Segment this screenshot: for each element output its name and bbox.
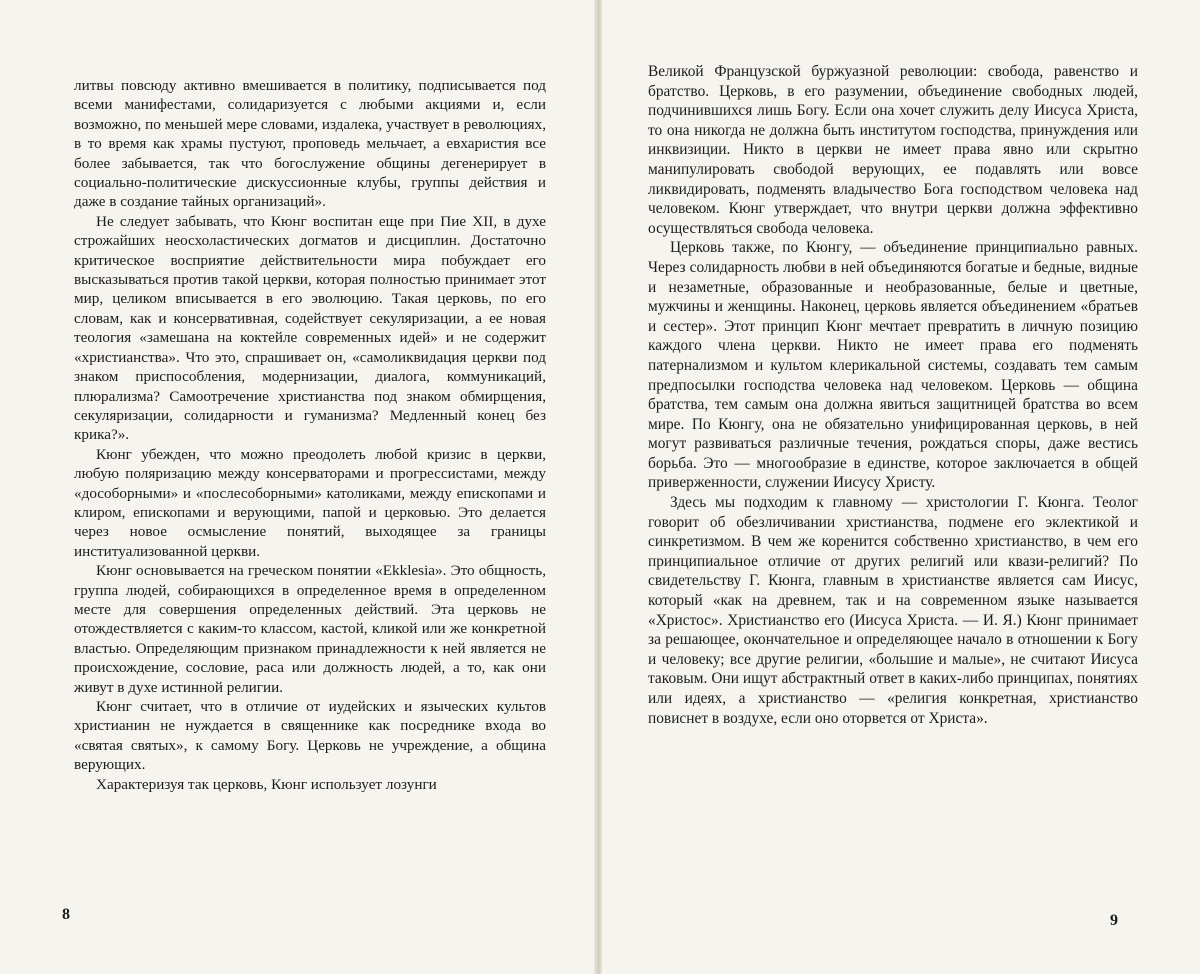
- page-number: 8: [62, 906, 70, 923]
- paragraph: Кюнг убежден, что можно преодолеть любой кризис в церкви, любую поляризацию между консерваторами и прогрессистами, между «дособорными» и «послесоборными» католиками, между епископами и клиром, епископами и верующими, папой и церковью. Это делается через новое осмысление понятий, выходящее за границы институализованной церкви.: [74, 445, 546, 560]
- page-number: 9: [1110, 912, 1118, 929]
- paragraph: Здесь мы подходим к главному — христологии Г. Кюнга. Теолог говорит об обезличивании христианства, подмене его эклектикой и синкретизмом. В чем же коренится собственно христианство, в чем его принципиальное отличие от других религий или квази-религий? По свидетельству Г. Кюнга, главным в христианстве является сам Иисус, который «как на древнем, так и на современном языке называется «Христос». Христианство его (Иисуса Христа. — И. Я.) Кюнг принимает за решающее, окончательное и определяющее начало в отношении к Богу и человеку; все другие религии, «большие и малые», не считают Иисуса таковым. Они ищут абстрактный ответ в каких-либо принципах, понятиях или идеях, а христианство — «религия конкретная, христианство повиснет в воздухе, если оно оторвется от Христа».: [648, 494, 1138, 727]
- paragraph: Характеризуя так церковь, Кюнг использует лозунги: [96, 775, 437, 793]
- paragraph: Великой Французской буржуазной революции: свобода, равенство и братство. Церковь, в его разумении, объединение свободных людей, подчинившихся лишь Богу. Если она хочет служить делу Иисуса Христа, то она никогда не должна быть институтом господства, принуждения или инквизиции. Никто в церкви не имеет права явно или скрытно манипулировать свободой верующих, ее подавлять или вовсе ликвидировать, подменять владычество Бога господством человека над человеком. Кюнг утверждает, что внутри церкви должна эффективно осуществляться свобода человека.: [648, 63, 1138, 237]
- right-page: [602, 0, 1200, 974]
- paragraph: Кюнг считает, что в отличие от иудейских и языческих культов христианин не нуждается в священнике как посреднике входа во «святая святых», к самому Богу. Церковь не учреждение, а община верующих.: [74, 698, 546, 774]
- paragraph: Церковь также, по Кюнгу, — объединение принципиально равных. Через солидарность любви в ней объединяются богатые и бедные, видные и незаметные, образованные и необразованные, белые и цветные, мужчины и женщины. Наконец, церковь является объединением «братьев и сестер». Этот принцип Кюнг мечтает превратить в личную позицию каждого члена церкви. Никто не имеет права его подменять патернализмом и культом клерикальной системы, создавать тем самым предпосылки господства человека над человеком. Церковь — община братства, тем самым она должна явиться защитницей братства во всем мире. По Кюнгу, она не обязательно унифицированная церковь, в ней могут развиваться различные течения, рождаться споры, даже вестись борьба. Это — многообразие в единстве, которое заключается в общей приверженности, служении Иисусу Христу.: [648, 239, 1138, 492]
- book-gutter: [594, 0, 602, 974]
- left-page: [0, 0, 594, 974]
- paragraph: Не следует забывать, что Кюнг воспитан еще при Пие XII, в духе строжайших неосхоластических догматов и дисциплин. Достаточно критическое восприятие действительности мира побуждает его высказываться против такой церкви, которая полностью принимает этот мир, целиком вписывается в его эволюцию. Такая церковь, по его словам, как и консервативная, содействует секуляризации, а ее новая теология «замешана на коктейле современных идей» и не содержит «христианства». Что это, спрашивает он, «самоликвидация церкви под знаком приспособления, модернизации, диалога, коммуникаций, плюрализма? Самоотречение христианства под знаком обмирщения, секуляризации, солидарности и гуманизма? Медленный конец без крика?».: [74, 212, 546, 444]
- paragraph: литвы повсюду активно вмешивается в политику, подписывается под всеми манифестами, солидаризуется с любыми акциями и, если возможно, по меньшей мере словами, издалека, участвует в революциях, в то время как храмы пустуют, проповедь мельчает, а евхаристия все более забывается, так что богослужение общины дегенерирует в социально-политические дискуссионные клубы, группы действия и даже в создание тайных организаций».: [74, 77, 546, 211]
- paragraph: Кюнг основывается на греческом понятии «Ekklesia». Это общность, группа людей, собирающихся в определенное время в определенном месте для совершения определенных действий. Эта церковь не отождествляется с каким-то классом, кастой, кликой или же конкретной властью. Определяющим признаком принадлежности к ней является не происхождение, сословие, раса или должность людей, а то, как они живут в духе истинной религии.: [74, 562, 546, 696]
